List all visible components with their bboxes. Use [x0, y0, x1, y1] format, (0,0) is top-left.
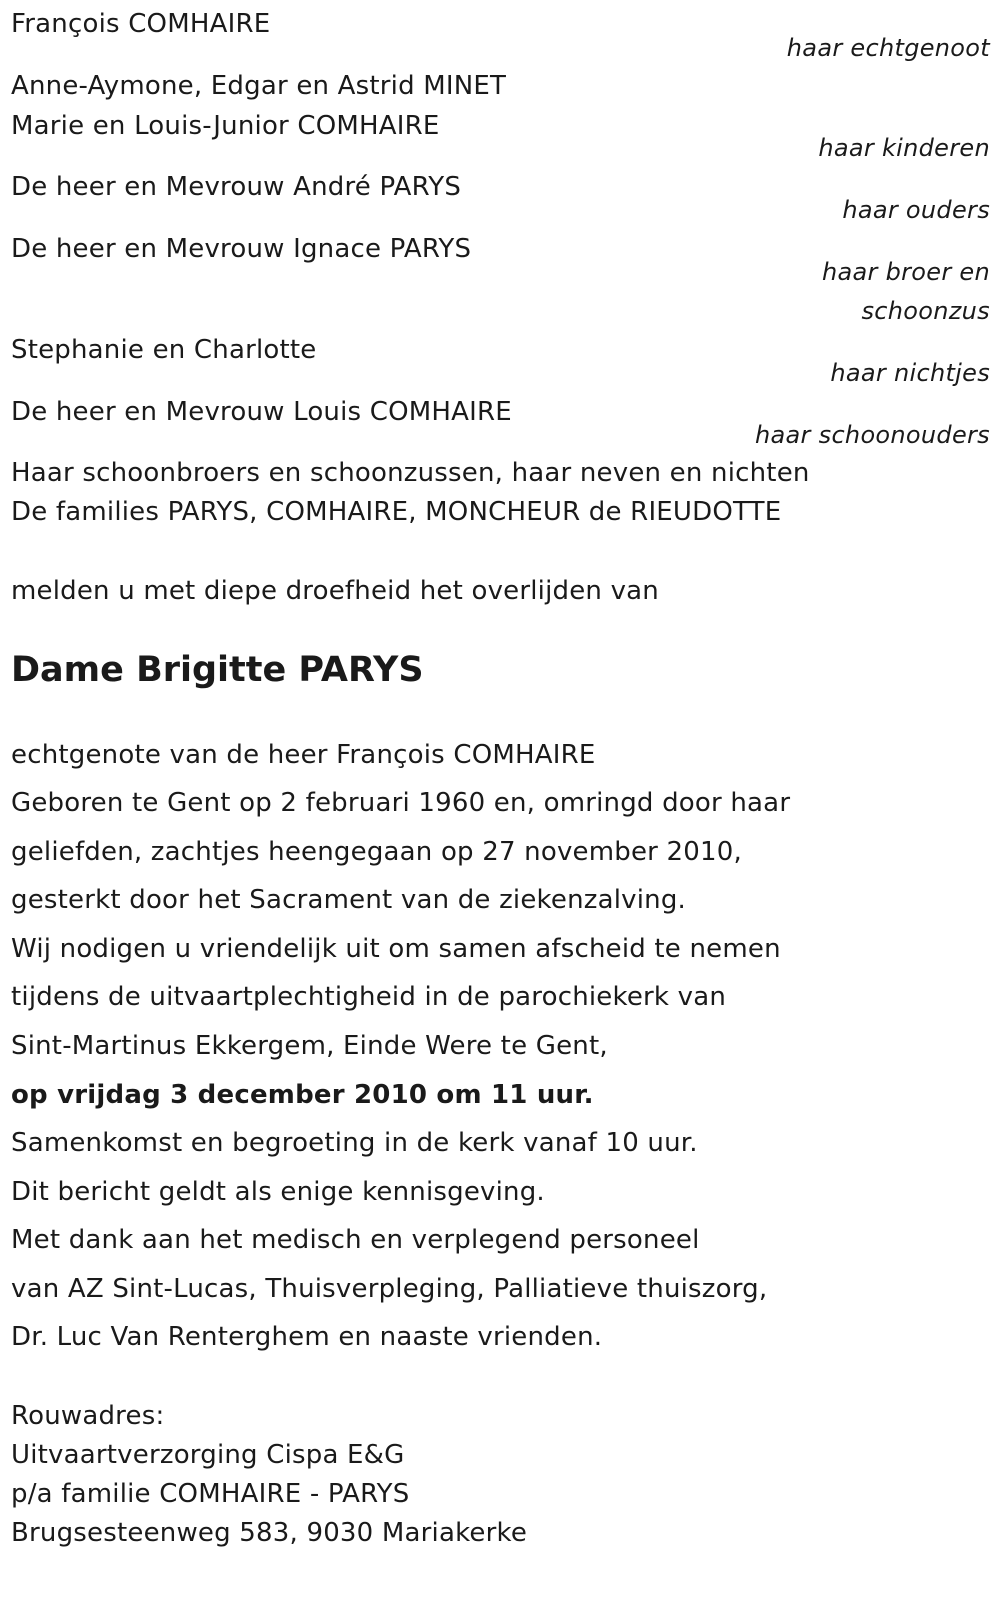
body-line-3: geliefden, zachtjes heengegaan op 27 november 2010, — [11, 837, 742, 867]
extended-family-line-2: De families PARYS, COMHAIRE, MONCHEUR de RIEUDOTTE — [11, 497, 782, 527]
in-laws-relation: haar schoonouders — [755, 421, 990, 449]
parents-relation: haar ouders — [842, 196, 990, 224]
spouse-relation: haar echtgenoot — [786, 34, 990, 62]
in-laws-name: De heer en Mevrouw Louis COMHAIRE — [11, 397, 512, 427]
body-line-5: Wij nodigen u vriendelijk uit om samen afscheid te nemen — [11, 934, 781, 964]
deceased-name: Dame Brigitte PARYS — [11, 650, 424, 690]
siblings-relation-2: schoonzus — [861, 297, 990, 325]
body-line-4: gesterkt door het Sacrament van de ziekenzalving. — [11, 885, 687, 915]
body-line-6: tijdens de uitvaartplechtigheid in de parochiekerk van — [11, 982, 727, 1012]
siblings-relation-1: haar broer en — [821, 258, 990, 286]
address-label: Rouwadres: — [11, 1401, 165, 1431]
body-line-10: Dit bericht geldt als enige kennisgeving. — [11, 1177, 545, 1207]
spouse-name: François COMHAIRE — [11, 9, 271, 39]
nieces-name: Stephanie en Charlotte — [11, 335, 317, 365]
body-line-7: Sint-Martinus Ekkergem, Einde Were te Gent, — [11, 1031, 608, 1061]
children-relation: haar kinderen — [818, 134, 990, 162]
body-line-12: van AZ Sint-Lucas, Thuisverpleging, Palliatieve thuiszorg, — [11, 1274, 768, 1304]
children-name-1: Anne-Aymone, Edgar en Astrid MINET — [11, 71, 507, 101]
ceremony-datetime: op vrijdag 3 december 2010 om 11 uur. — [11, 1080, 594, 1110]
body-line-9: Samenkomst en begroeting in de kerk vanaf 10 uur. — [11, 1128, 698, 1158]
announcement: melden u met diepe droefheid het overlijden van — [11, 576, 659, 606]
parents-name: De heer en Mevrouw André PARYS — [11, 172, 462, 202]
body-line-2: Geboren te Gent op 2 februari 1960 en, omringd door haar — [11, 788, 791, 818]
extended-family-line-1: Haar schoonbroers en schoonzussen, haar neven en nichten — [11, 458, 810, 488]
address-line-1: Uitvaartverzorging Cispa E&G — [11, 1440, 405, 1470]
nieces-relation: haar nichtjes — [830, 359, 990, 387]
body-line-1: echtgenote van de heer François COMHAIRE — [11, 740, 596, 770]
body-line-13: Dr. Luc Van Renterghem en naaste vrienden. — [11, 1322, 603, 1352]
address-line-3: Brugsesteenweg 583, 9030 Mariakerke — [11, 1518, 528, 1548]
address-line-2: p/a familie COMHAIRE - PARYS — [11, 1479, 410, 1509]
siblings-name: De heer en Mevrouw Ignace PARYS — [11, 234, 472, 264]
children-name-2: Marie en Louis-Junior COMHAIRE — [11, 111, 440, 141]
body-line-11: Met dank aan het medisch en verplegend personeel — [11, 1225, 700, 1255]
